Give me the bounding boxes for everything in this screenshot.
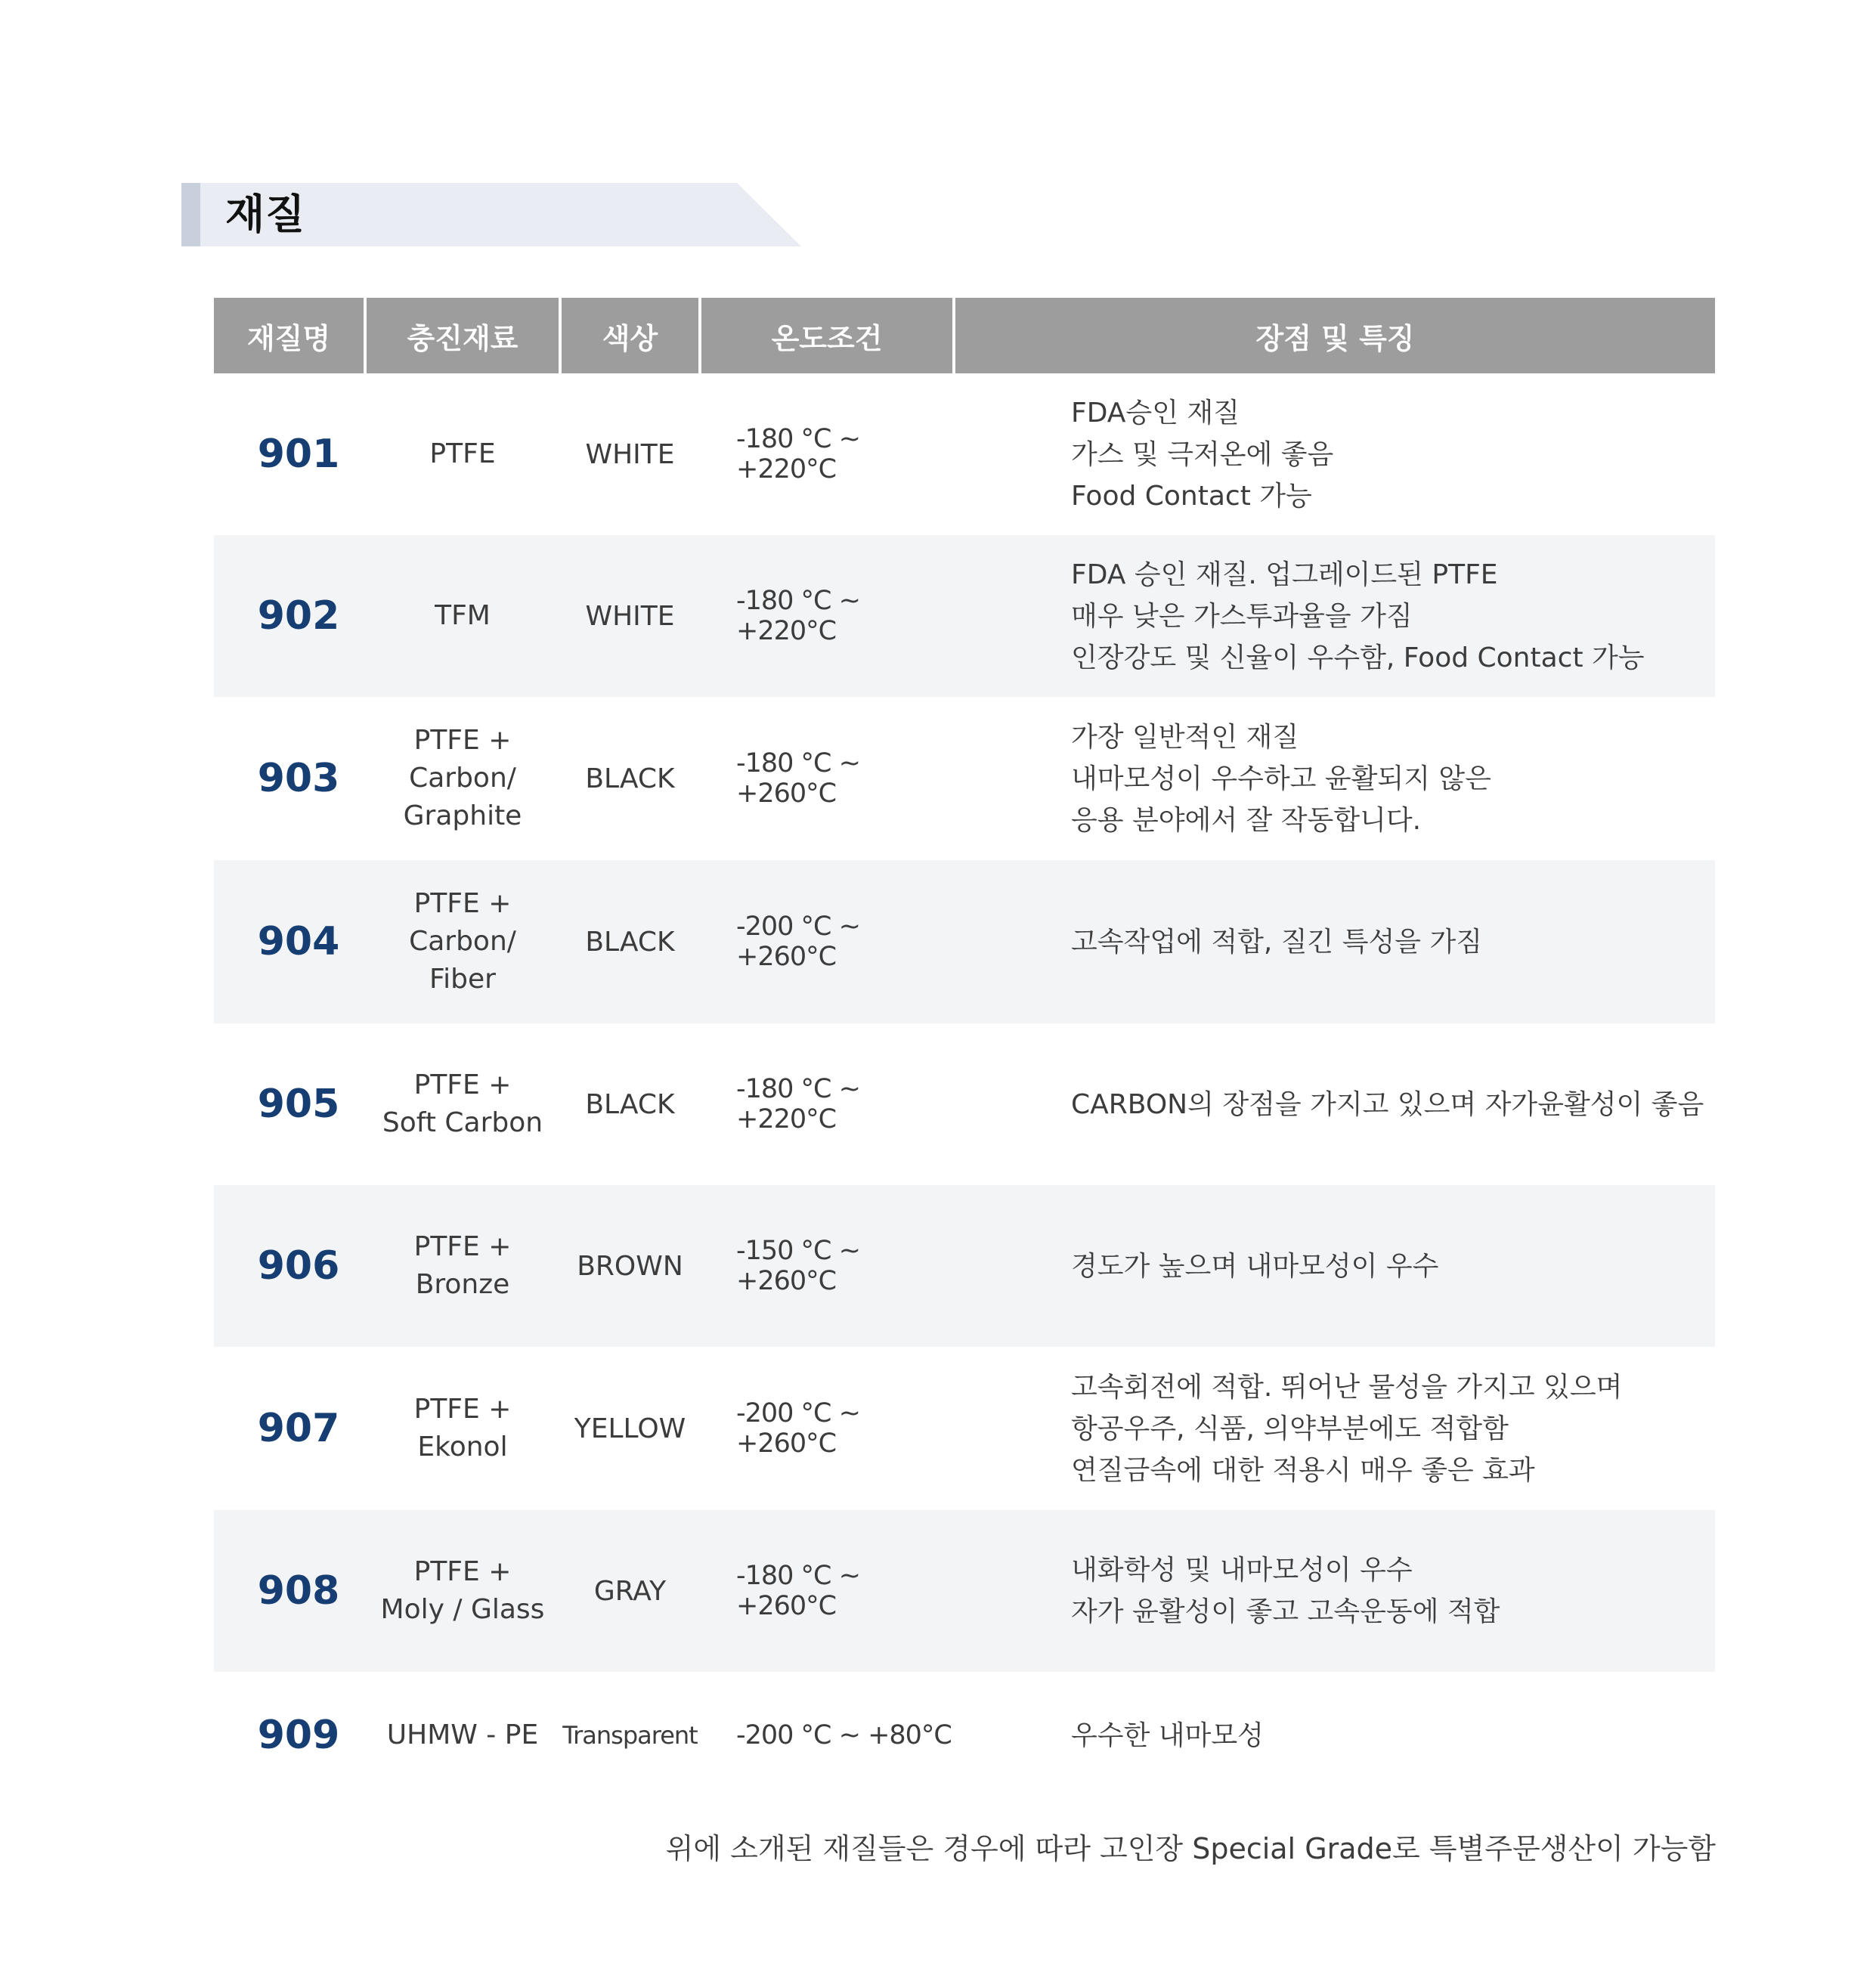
color-cell: WHITE <box>585 438 675 470</box>
color-cell: BLACK <box>585 1088 675 1120</box>
material-code: 905 <box>257 1082 340 1127</box>
temperature-cell: -180 °C ~ +220°C <box>736 1074 860 1134</box>
temperature-cell: -180 °C ~ +220°C <box>736 424 860 484</box>
features-cell: 우수한 내마모성 <box>1071 1719 1264 1751</box>
footnote: 위에 소개된 재질들은 경우에 따라 고인장 Special Grade로 특별주문생산이 가능함 <box>665 1832 1716 1865</box>
features-cell: CARBON의 장점을 가지고 있으며 자가윤활성이 좋음 <box>1071 1088 1704 1120</box>
material-code: 902 <box>214 535 365 697</box>
filler-cell: UHMW - PE <box>386 1719 539 1750</box>
temperature-cell: -200 °C ~ +260°C <box>736 1398 860 1459</box>
header-features: 장점 및 특징 <box>954 298 1715 373</box>
table-row <box>214 1185 1715 1347</box>
material-code: 901 <box>257 432 340 477</box>
material-code: 908 <box>214 1510 365 1672</box>
filler-cell: PTFE <box>429 438 496 469</box>
filler-cell: PTFE + Bronze <box>365 1185 560 1347</box>
color-cell: GRAY <box>560 1510 700 1672</box>
filler-cell: PTFE + Carbon/ Graphite <box>403 725 522 831</box>
materials-table <box>214 298 1715 1799</box>
material-code: 906 <box>214 1185 365 1347</box>
material-code: 909 <box>257 1713 340 1758</box>
filler-cell: TFM <box>365 535 560 697</box>
material-code: 904 <box>214 860 365 1023</box>
temperature-cell: -180 °C ~ +260°C <box>700 1510 954 1672</box>
color-cell: BROWN <box>560 1185 700 1347</box>
features-cell: FDA승인 재질 가스 및 극저온에 좋음 Food Contact 가능 <box>1071 397 1334 512</box>
color-cell: BLACK <box>560 860 700 1023</box>
table-row <box>214 1347 1715 1510</box>
features-cell: 가장 일반적인 재질 내마모성이 우수하고 윤활되지 않은 응용 분야에서 잘 작동합니다. <box>1071 721 1491 836</box>
temperature-cell: -180 °C ~ +260°C <box>736 748 860 809</box>
table-row <box>214 1510 1715 1672</box>
color-cell: WHITE <box>560 535 700 697</box>
temperature-cell: -200 °C ~ +260°C <box>700 860 954 1023</box>
table-row <box>214 1672 1715 1799</box>
table-row <box>214 860 1715 1023</box>
header-color: 색상 <box>560 298 700 373</box>
filler-cell: PTFE + Ekonol <box>413 1394 512 1462</box>
header-material-name: 재질명 <box>214 298 365 373</box>
color-cell: Transparent <box>562 1721 698 1750</box>
features-cell: 내화학성 및 내마모성이 우수 자가 윤활성이 좋고 고속운동에 적합 <box>954 1510 1715 1672</box>
features-cell: FDA 승인 재질. 업그레이드된 PTFE 매우 낮은 가스투과율을 가짐 인장강도 및 신율이 우수함, Food Contact 가능 <box>954 535 1715 697</box>
header-temperature: 온도조건 <box>700 298 954 373</box>
table-row <box>214 697 1715 860</box>
section-title-accent <box>181 183 200 246</box>
table-row <box>214 535 1715 697</box>
features-cell: 고속회전에 적합. 뛰어난 물성을 가지고 있으며 항공우주, 식품, 의약부분에도 적합함 연질금속에 대한 적용시 매우 좋은 효과 <box>1071 1371 1623 1486</box>
table-row <box>214 373 1715 535</box>
table-header-row <box>214 298 1715 373</box>
temperature-cell: -180 °C ~ +220°C <box>700 535 954 697</box>
features-cell: 고속작업에 적합, 질긴 특성을 가짐 <box>954 860 1715 1023</box>
table-row <box>214 1023 1715 1185</box>
material-code: 907 <box>257 1406 340 1451</box>
color-cell: YELLOW <box>574 1413 686 1444</box>
temperature-cell: -200 °C ~ +80°C <box>736 1720 952 1750</box>
features-cell: 경도가 높으며 내마모성이 우수 <box>954 1185 1715 1347</box>
header-filler: 충진재료 <box>365 298 560 373</box>
material-code: 903 <box>257 756 340 801</box>
color-cell: BLACK <box>585 763 675 794</box>
filler-cell: PTFE + Soft Carbon <box>382 1069 543 1138</box>
filler-cell: PTFE + Carbon/ Fiber <box>365 860 560 1023</box>
section-title: 재질 <box>225 190 306 238</box>
filler-cell: PTFE + Moly / Glass <box>365 1510 560 1672</box>
temperature-cell: -150 °C ~ +260°C <box>700 1185 954 1347</box>
